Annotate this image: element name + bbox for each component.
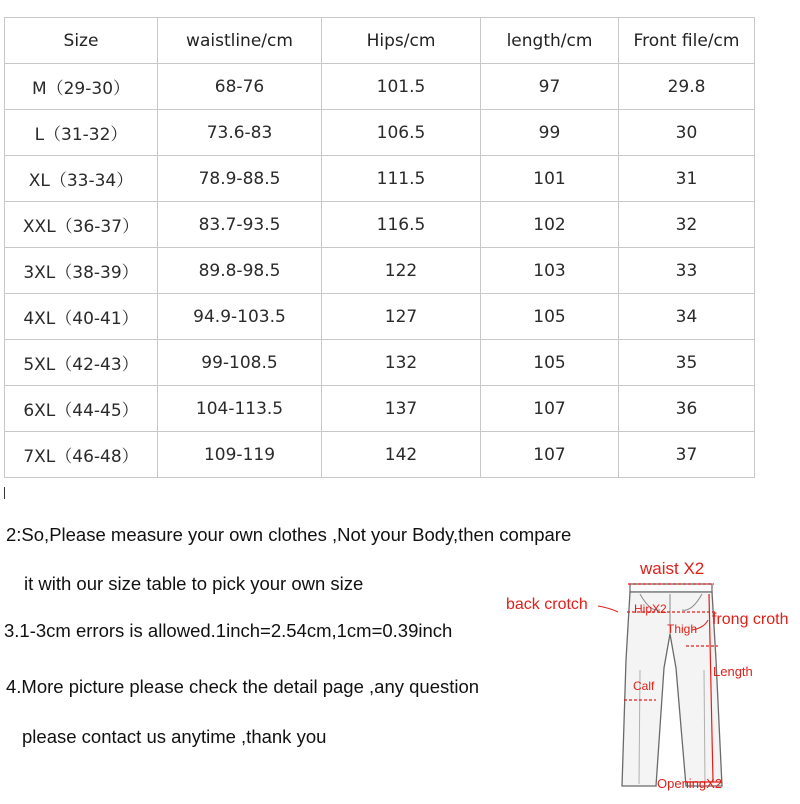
column-header: Hips/cm <box>322 18 481 64</box>
table-row <box>5 64 755 110</box>
column-header: waistline/cm <box>158 18 322 64</box>
table-row <box>5 386 755 432</box>
back-crotch-pointer <box>598 606 618 612</box>
length-label: Length <box>713 664 753 679</box>
table-cell: 99 <box>481 110 619 156</box>
table-row <box>5 248 755 294</box>
table-cell: 102 <box>481 202 619 248</box>
table-cell: XXL（36-37） <box>5 202 158 248</box>
table-cell: 29.8 <box>619 64 755 110</box>
waistband-shape <box>630 584 712 592</box>
stray-mark <box>4 487 5 499</box>
pants-measurement-diagram <box>500 550 800 800</box>
table-cell: 68-76 <box>158 64 322 110</box>
table-cell: 78.9-88.5 <box>158 156 322 202</box>
table-cell: 3XL（38-39） <box>5 248 158 294</box>
table-row <box>5 156 755 202</box>
table-cell: 99-108.5 <box>158 340 322 386</box>
table-cell: 116.5 <box>322 202 481 248</box>
table-cell: 34 <box>619 294 755 340</box>
column-header: Size <box>5 18 158 64</box>
table-cell: 132 <box>322 340 481 386</box>
table-cell: 105 <box>481 340 619 386</box>
table-cell: 107 <box>481 432 619 478</box>
table-cell: 36 <box>619 386 755 432</box>
calf-label: Calf <box>633 679 655 693</box>
table-cell: 94.9-103.5 <box>158 294 322 340</box>
waist-label: waist X2 <box>640 559 705 578</box>
table-cell: 73.6-83 <box>158 110 322 156</box>
note-line-3: 3.1-3cm errors is allowed.1inch=2.54cm,1cm=0.39inch <box>4 620 453 641</box>
table-row <box>5 294 755 340</box>
table-cell: 32 <box>619 202 755 248</box>
pants-illustration <box>500 550 800 800</box>
table-cell: 33 <box>619 248 755 294</box>
table-cell: M（29-30） <box>5 64 158 110</box>
size-table <box>4 17 755 478</box>
table-cell: 6XL（44-45） <box>5 386 158 432</box>
table-row <box>5 202 755 248</box>
table-cell: 35 <box>619 340 755 386</box>
table-cell: XL（33-34） <box>5 156 158 202</box>
table-header-row <box>5 18 755 64</box>
table-cell: 5XL（42-43） <box>5 340 158 386</box>
table-cell: 137 <box>322 386 481 432</box>
back-crotch-label: back crotch <box>506 596 588 613</box>
table-cell: 89.8-98.5 <box>158 248 322 294</box>
table-cell: 97 <box>481 64 619 110</box>
front-crotch-label: frong croth <box>712 611 789 628</box>
table-cell: 106.5 <box>322 110 481 156</box>
table-cell: 142 <box>322 432 481 478</box>
note-line-1: 2:So,Please measure your own clothes ,Not your Body,then compare <box>6 524 572 545</box>
table-cell: 103 <box>481 248 619 294</box>
table-cell: 31 <box>619 156 755 202</box>
size-table-body <box>5 18 755 478</box>
table-cell: 30 <box>619 110 755 156</box>
table-cell: 107 <box>481 386 619 432</box>
table-cell: 37 <box>619 432 755 478</box>
table-cell: 4XL（40-41） <box>5 294 158 340</box>
note-line-4: 4.More picture please check the detail page ,any question <box>6 676 480 697</box>
table-cell: 101.5 <box>322 64 481 110</box>
table-cell: 83.7-93.5 <box>158 202 322 248</box>
column-header: Front file/cm <box>619 18 755 64</box>
table-cell: 122 <box>322 248 481 294</box>
table-cell: 7XL（46-48） <box>5 432 158 478</box>
table-row <box>5 432 755 478</box>
opening-label: OpeningX2 <box>657 776 723 791</box>
table-cell: 111.5 <box>322 156 481 202</box>
table-row <box>5 340 755 386</box>
note-line-2: it with our size table to pick your own size <box>24 573 364 594</box>
table-cell: 105 <box>481 294 619 340</box>
hip-label: HipX2 <box>634 602 667 616</box>
table-row <box>5 110 755 156</box>
thigh-label: Thigh <box>667 622 698 636</box>
table-cell: 109-119 <box>158 432 322 478</box>
column-header: length/cm <box>481 18 619 64</box>
table-cell: 101 <box>481 156 619 202</box>
table-cell: 127 <box>322 294 481 340</box>
table-cell: 104-113.5 <box>158 386 322 432</box>
note-line-5: please contact us anytime ,thank you <box>22 726 327 747</box>
table-cell: L（31-32） <box>5 110 158 156</box>
